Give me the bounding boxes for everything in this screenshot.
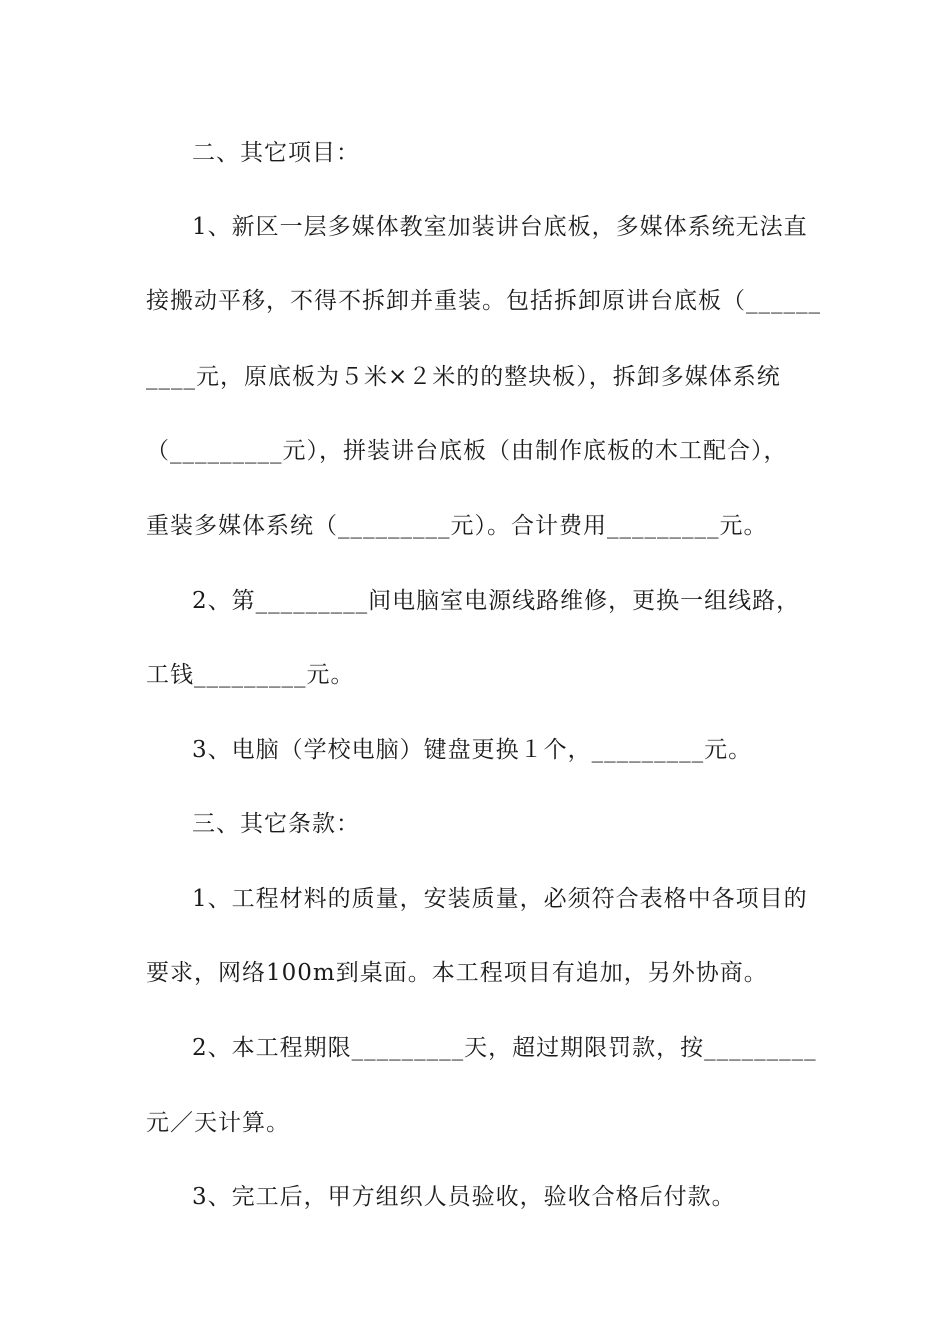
paragraph-line: 3、完工后，甲方组织人员验收，验收合格后付款。 (192, 1184, 736, 1210)
paragraph-line: 2、本工程期限_________天，超过期限罚款，按_________ (192, 1035, 817, 1061)
paragraph-line: ____元，原底板为５米×２米的的整块板），拆卸多媒体系统 (146, 364, 781, 390)
paragraph-line: 重装多媒体系统（_________元）。合计费用_________元。 (146, 513, 768, 539)
paragraph-line: 2、第_________间电脑室电源线路维修，更换一组线路， (192, 588, 801, 614)
paragraph-line: 1、新区一层多媒体教室加装讲台底板，多媒体系统无法直 (192, 214, 808, 240)
paragraph-line: （_________元），拼装讲台底板（由制作底板的木工配合）， (146, 438, 788, 464)
section-heading-other-items: 二、其它项目： (192, 140, 360, 166)
section-heading-other-terms: 三、其它条款： (192, 811, 360, 837)
paragraph-line: 1、工程材料的质量，安装质量，必须符合表格中各项目的 (192, 886, 808, 912)
paragraph-line: 要求，网络100m到桌面。本工程项目有追加，另外协商。 (146, 960, 768, 986)
paragraph-line: 接搬动平移，不得不拆卸并重装。包括拆卸原讲台底板（______ (146, 288, 821, 314)
paragraph-line: 元／天计算。 (146, 1110, 290, 1136)
paragraph-line: 工钱_________元。 (146, 662, 355, 688)
paragraph-line: 3、电脑（学校电脑）键盘更换１个，_________元。 (192, 737, 753, 763)
